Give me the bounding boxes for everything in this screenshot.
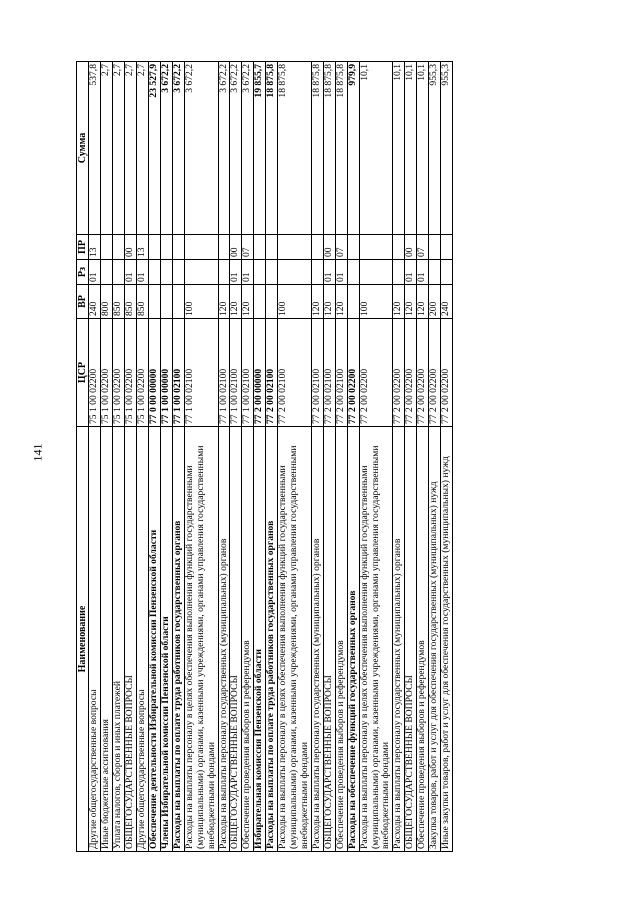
table-row (113, 62, 125, 852)
cell-name: Другие общегосударственные вопросы (89, 427, 101, 852)
cell-csr: 77 1 00 00000 (160, 319, 172, 427)
cell-csr: 77 0 00 00000 (149, 319, 161, 427)
cell-vr (347, 285, 359, 319)
cell-name: Другие общегосударственные вопросы (137, 427, 149, 852)
cell-rz: 01 (405, 260, 417, 285)
table-row (359, 62, 393, 852)
cell-rz: 01 (89, 260, 101, 285)
cell-vr (160, 285, 172, 319)
cell-sum: 19 855,7 (254, 62, 266, 235)
cell-csr: 77 1 00 02100 (242, 319, 254, 427)
cell-sum: 18 875,8 (278, 62, 312, 235)
cell-csr: 77 1 00 02100 (184, 319, 218, 427)
cell-pr: 13 (89, 235, 101, 260)
cell-csr: 77 2 00 02100 (278, 319, 312, 427)
cell-pr (149, 235, 161, 260)
cell-vr (172, 285, 184, 319)
cell-vr (149, 285, 161, 319)
cell-vr: 120 (218, 285, 230, 319)
table-body (89, 62, 453, 852)
cell-sum: 10,1 (393, 62, 405, 235)
cell-csr: 77 2 00 00000 (254, 319, 266, 427)
cell-sum: 2,7 (125, 62, 137, 235)
table-row (184, 62, 218, 852)
cell-vr: 120 (311, 285, 323, 319)
cell-pr: 07 (417, 235, 429, 260)
cell-sum: 955,3 (429, 62, 441, 235)
table-row (393, 62, 405, 852)
cell-sum: 23 527,9 (149, 62, 161, 235)
cell-vr: 850 (125, 285, 137, 319)
cell-rz (254, 260, 266, 285)
cell-rz (266, 260, 278, 285)
budget-table (76, 61, 453, 852)
cell-pr: 00 (230, 235, 242, 260)
cell-vr: 120 (417, 285, 429, 319)
cell-vr (254, 285, 266, 319)
cell-sum: 10,1 (405, 62, 417, 235)
header-name: Наименование (77, 427, 89, 852)
table-row (323, 62, 335, 852)
cell-sum: 537,8 (89, 62, 101, 235)
cell-vr: 240 (89, 285, 101, 319)
header-vr: ВР (77, 285, 89, 319)
rotated-table-container (76, 62, 453, 852)
table-row (405, 62, 417, 852)
cell-name: Расходы на выплаты по оплате труда работников государственных органов (266, 427, 278, 852)
cell-vr (266, 285, 278, 319)
cell-csr: 77 2 00 02200 (417, 319, 429, 427)
cell-rz (311, 260, 323, 285)
cell-name: ОБЩЕГОСУДАРСТВЕННЫЕ ВОПРОСЫ (230, 427, 242, 852)
cell-vr: 850 (113, 285, 125, 319)
cell-pr (359, 235, 393, 260)
header-sum: Сумма (77, 62, 89, 235)
cell-rz: 01 (335, 260, 347, 285)
cell-csr: 77 2 00 02200 (347, 319, 359, 427)
table-row (149, 62, 161, 852)
table-row (101, 62, 113, 852)
cell-vr: 120 (393, 285, 405, 319)
cell-pr (441, 235, 453, 260)
cell-sum: 18 875,8 (311, 62, 323, 235)
cell-vr: 240 (441, 285, 453, 319)
cell-pr: 07 (335, 235, 347, 260)
cell-rz (113, 260, 125, 285)
header-csr: ЦСР (77, 319, 89, 427)
cell-name: Расходы на выплаты персоналу государственных (муниципальных) органов (311, 427, 323, 852)
cell-rz: 01 (137, 260, 149, 285)
cell-rz (184, 260, 218, 285)
cell-name: Обеспечение проведения выборов и референдумов (335, 427, 347, 852)
cell-sum: 18 875,8 (335, 62, 347, 235)
table-row (266, 62, 278, 852)
cell-rz (429, 260, 441, 285)
cell-rz: 01 (417, 260, 429, 285)
cell-pr (101, 235, 113, 260)
cell-csr: 75 1 00 02200 (89, 319, 101, 427)
table-row (242, 62, 254, 852)
cell-name: Уплата налогов, сборов и иных платежей (113, 427, 125, 852)
table-row (218, 62, 230, 852)
cell-vr: 100 (359, 285, 393, 319)
cell-name: Расходы на выплаты персоналу в целях обеспечения выполнения функций государственными (муниципальными) органами, казенными учреждениями, органами управления государственными внебюджетными фондами (278, 427, 312, 852)
cell-vr: 120 (335, 285, 347, 319)
cell-csr: 77 2 00 02100 (323, 319, 335, 427)
table-row (137, 62, 149, 852)
cell-name: ОБЩЕГОСУДАРСТВЕННЫЕ ВОПРОСЫ (323, 427, 335, 852)
cell-pr (254, 235, 266, 260)
cell-name: Расходы на выплаты персоналу в целях обеспечения выполнения функций государственными (муниципальными) органами, казенными учреждениями, органами управления государственными внебюджетными фондами (359, 427, 393, 852)
table-row (441, 62, 453, 852)
cell-name: Расходы на выплаты персоналу в целях обеспечения выполнения функций государственными (муниципальными) органами, казенными учреждениями, органами управления государственными внебюджетными фондами (184, 427, 218, 852)
cell-csr: 77 1 00 02100 (218, 319, 230, 427)
cell-sum: 18 875,8 (323, 62, 335, 235)
cell-pr: 07 (242, 235, 254, 260)
cell-rz: 01 (125, 260, 137, 285)
cell-csr: 75 1 00 02200 (113, 319, 125, 427)
cell-csr: 77 2 00 02200 (441, 319, 453, 427)
cell-vr: 200 (429, 285, 441, 319)
table-row (429, 62, 441, 852)
cell-name: Члены Избирательной комиссии Пензенской области (160, 427, 172, 852)
cell-sum: 3 672,2 (230, 62, 242, 235)
cell-vr: 120 (405, 285, 417, 319)
cell-rz (172, 260, 184, 285)
cell-name: Расходы на выплаты персоналу государственных (муниципальных) органов (218, 427, 230, 852)
cell-pr (266, 235, 278, 260)
table-row (417, 62, 429, 852)
cell-csr: 77 2 00 02200 (393, 319, 405, 427)
cell-sum: 3 672,2 (160, 62, 172, 235)
cell-sum: 2,7 (101, 62, 113, 235)
header-rz: Рз (77, 260, 89, 285)
cell-csr: 77 1 00 02100 (230, 319, 242, 427)
cell-sum: 2,7 (137, 62, 149, 235)
cell-csr: 75 1 00 02200 (137, 319, 149, 427)
cell-rz (359, 260, 393, 285)
cell-csr: 77 2 00 02200 (405, 319, 417, 427)
cell-rz (393, 260, 405, 285)
cell-rz (278, 260, 312, 285)
table-row (335, 62, 347, 852)
cell-csr: 77 2 00 02100 (266, 319, 278, 427)
cell-name: Обеспечение проведения выборов и референдумов (417, 427, 429, 852)
cell-pr: 00 (405, 235, 417, 260)
cell-name: Обеспечение деятельности Избирательной комиссии Пензенской области (149, 427, 161, 852)
cell-name: Избирательная комиссия Пензенской области (254, 427, 266, 852)
cell-rz: 01 (323, 260, 335, 285)
header-pr: ПР (77, 235, 89, 260)
cell-vr: 100 (278, 285, 312, 319)
page-number: 141 (30, 443, 45, 462)
cell-csr: 75 1 00 02200 (125, 319, 137, 427)
cell-sum: 979,9 (347, 62, 359, 235)
table-row (278, 62, 312, 852)
cell-sum: 3 672,2 (218, 62, 230, 235)
cell-csr: 77 2 00 02100 (335, 319, 347, 427)
cell-rz: 01 (230, 260, 242, 285)
cell-pr (160, 235, 172, 260)
cell-vr: 800 (101, 285, 113, 319)
cell-name: Иные бюджетные ассигнования (101, 427, 113, 852)
cell-csr: 77 1 00 02100 (172, 319, 184, 427)
cell-name: ОБЩЕГОСУДАРСТВЕННЫЕ ВОПРОСЫ (125, 427, 137, 852)
cell-name: Иные закупки товаров, работ и услуг для обеспечения государственных (муниципальных) нужд (441, 427, 453, 852)
table-header-row (77, 62, 89, 852)
cell-rz (101, 260, 113, 285)
cell-vr: 120 (230, 285, 242, 319)
table-row (172, 62, 184, 852)
table-row (89, 62, 101, 852)
table-row (311, 62, 323, 852)
cell-sum: 10,1 (417, 62, 429, 235)
cell-csr: 77 2 00 02200 (429, 319, 441, 427)
cell-sum: 3 672,2 (172, 62, 184, 235)
cell-sum: 3 672,2 (184, 62, 218, 235)
table-row (125, 62, 137, 852)
cell-pr (184, 235, 218, 260)
table-row (230, 62, 242, 852)
cell-pr (429, 235, 441, 260)
cell-rz: 01 (242, 260, 254, 285)
cell-csr: 75 1 00 02200 (101, 319, 113, 427)
cell-rz (149, 260, 161, 285)
table-row (254, 62, 266, 852)
cell-rz (218, 260, 230, 285)
cell-rz (441, 260, 453, 285)
cell-sum: 10,1 (359, 62, 393, 235)
cell-name: Расходы на обеспечение функций государственных органов (347, 427, 359, 852)
cell-pr: 00 (323, 235, 335, 260)
cell-sum: 955,3 (441, 62, 453, 235)
cell-pr (278, 235, 312, 260)
cell-pr (393, 235, 405, 260)
cell-pr (311, 235, 323, 260)
cell-pr: 00 (125, 235, 137, 260)
cell-vr: 100 (184, 285, 218, 319)
cell-pr (218, 235, 230, 260)
cell-pr (347, 235, 359, 260)
cell-csr: 77 2 00 02100 (311, 319, 323, 427)
cell-sum: 2,7 (113, 62, 125, 235)
table-row (160, 62, 172, 852)
cell-name: ОБЩЕГОСУДАРСТВЕННЫЕ ВОПРОСЫ (405, 427, 417, 852)
table-row (347, 62, 359, 852)
cell-rz (347, 260, 359, 285)
cell-pr (113, 235, 125, 260)
cell-name: Закупка товаров, работ и услуг для обеспечения государственных (муниципальных) нужд (429, 427, 441, 852)
cell-csr: 77 2 00 02200 (359, 319, 393, 427)
cell-pr (172, 235, 184, 260)
cell-vr: 850 (137, 285, 149, 319)
cell-sum: 3 672,2 (242, 62, 254, 235)
cell-name: Расходы на выплаты персоналу государственных (муниципальных) органов (393, 427, 405, 852)
cell-sum: 18 875,8 (266, 62, 278, 235)
cell-name: Расходы на выплаты по оплате труда работников государственных органов (172, 427, 184, 852)
cell-vr: 120 (323, 285, 335, 319)
cell-pr: 13 (137, 235, 149, 260)
cell-vr: 120 (242, 285, 254, 319)
cell-rz (160, 260, 172, 285)
cell-name: Обеспечение проведения выборов и референдумов (242, 427, 254, 852)
